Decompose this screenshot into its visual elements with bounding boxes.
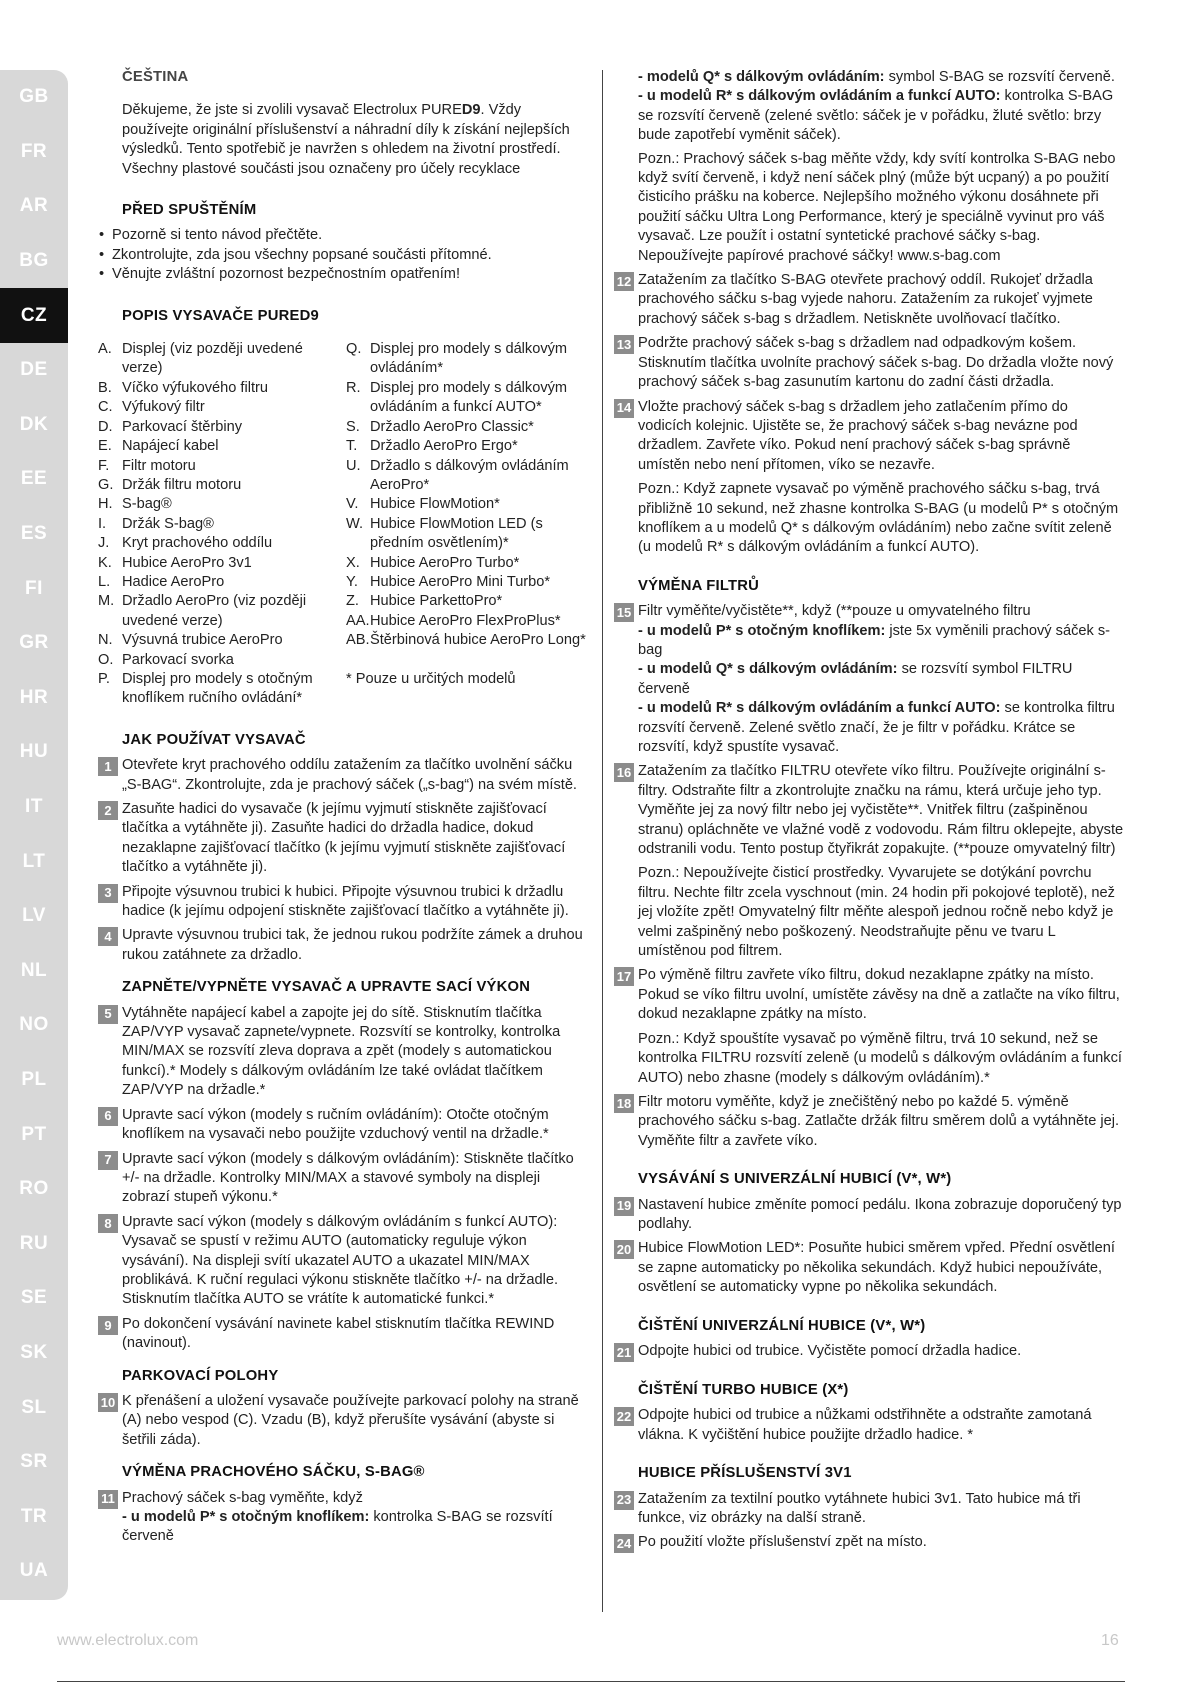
part-item: B. Víčko výfukového filtru — [98, 379, 269, 396]
language-tab-pl[interactable]: PL — [21, 1068, 47, 1090]
before-heading: PŘED SPUŠTĚNÍM — [122, 202, 257, 219]
step-number: 12 — [614, 272, 634, 291]
step-3: 3 Připojte výsuvnou trubici k hubici. Připojte výsuvnou trubici k držadlu hadice (k jejímu odpojení stiskněte zajišťovací tlačítko a vytáhněte ji). — [98, 883, 590, 922]
parts-left-column — [98, 340, 346, 709]
language-tab-sl[interactable]: SL — [21, 1396, 47, 1418]
part-item: D. Parkovací štěrbiny — [98, 418, 243, 435]
right-column: - modelů Q* s dálkovým ovládáním: symbol S-BAG se rozsvítí červeně. - u modelů R* s dálkovým ovládáním a funkcí AUTO: kontrolka S-BAG se rozsvítí červeně (zelené světlo: sáček je v pořádku, žluté světlo: brzy bude zapotřebí vyměnit sáček). Pozn.: Prachový sáček s-bag měňte vždy, kdy svítí kontrolka S-BAG nebo když svítí červeně, i když není sáček plný (může být ucpaný) a po použití čisticího prášku na koberce. Nejlepšího možného výkonu dosáhnete při použití sáčku Ultra Long Performance, který je speciálně vyvinut pro váš vysavač. Lze použít i ostatní syntetické prachové sáčky s-bag. Nepoužívejte papírové prachové sáčky! www.s-bag.com 12 Zatažením za tlačítko S-BAG otevřete prachový oddíl. Rukojeť držadla prachového sáčku s-bag vyjede nahoru. Zatažením za rukojeť vyjmete prachový sáček s-bag s držadlem. Netiskněte uvolňovací tlačítko. 13 Podržte prachový sáček s-bag s držadlem nad odpadkovým košem. Stisknutím tlačítka uvolníte prachový sáček s-bag. Do držadla vložte nový prachový sáček s-bag zasunutím kartonu do zadní části držadla. 14 Vložte prachový sáček s-bag s držadlem jeho zatlačením přímo do vodicích kolejnic. Ujistěte se, že prachový sáček s-bag nevázne pod držadlem. Zavřete víko. Pokud není prachový sáček s-bag správně umístěn nebo není přítomen, víko se nezavře. Pozn.: Když zapnete vysavač po výměně prachového sáčku s-bag, trvá přibližně 10 sekund, než zhasne kontrolka S-BAG (u modelů P* s otočným knoflíkem a u modelů Q* s dálkovým ovládáním) nebo začne svítit zeleně (u modelů R* s dálkovým ovládáním a funkcí AUTO). VÝMĚNA FILTRŮ 15 Filtr vyměňte/vyčistěte**, když (**pouze u omyvatelného filtru - u modelů P* s otočným knoflíkem: jste 5x vyměnili prachový sáček s-bag - u modelů Q* s dálkovým ovládáním: se rozsvítí symbol FILTRU červeně - u modelů R* s dálkovým ovládáním a funkcí AUTO: se kontrolka filtru rozsvítí červeně. Zelené světlo značí, že je filtr v pořádku. Krátce se rozsvítí, když spustíte vysavač. 16 Zatažením za tlačítko FILTRU otevřete víko filtru. Používejte originální s-filtry. Odstraňte filtr a zkontrolujte značku na rámu, která určuje jeho typ. Vyměňte jej za nový filtr nebo jej vyčistěte**. Vnitřek filtru (zašpiněnou stranu) opláchněte ve vlažné vodě z vodovodu. Rám filtru oklepejte, abyste odstranili vodu. Tento postup čtyřikrát zopakujte. (**pouze omyvatelný filtr) Pozn.: Nepoužívejte čisticí prostředky. Vyvarujete se dotýkání povrchu filtru. Nechte filtr zcela vyschnout (min. 24 hodin při pokojové teplotě), než jej vložíte zpět! Omyvatelný filtr měňte alespoň jednou ročně nebo když je velmi zašpiněný nebo poškozený. Neodstraňujte pěnu ve tvaru L umístěnou pod filtrem. 17 Po výměně filtru zavřete víko filtru, dokud nezaklapne zpátky na místo. Pokud se víko filtru uvolní, umístěte závěsy na dně a zatlačte na víko filtru, dokud nezaklapne zpátky na místo. Pozn.: Když spouštíte vysavač po výměně filtru, trvá 10 sekund, než se kontrolka FILTRU rozsvítí zeleně (u modelů s dálkovým ovládáním a funkcí AUTO) nebo zhasne (modely s dálkovým ovládáním).* 18 Filtr motoru vyměňte, když je znečištěný nebo po každé 5. výměně prachového sáčku s-bag. Zatlačte držák filtru směrem dolů a vytáhněte jej. Vyměňte filtr a zavřete víko. VYSÁVÁNÍ S UNIVERZÁLNÍ HUBICÍ (V*, W*) 19 Nastavení hubice změníte pomocí pedálu. Ikona zobrazuje doporučený typ podlahy. 20 Hubice FlowMotion LED*: Posuňte hubici směrem vpřed. Přední osvětlení se zapne automaticky po několika sekundách. Když hubici nepoužíváte, osvětlení se automaticky vypne po několika sekundách. ČIŠTĚNÍ UNIVERZÁLNÍ HUBICE (V*, W*) 21 Odpojte hubici od trubice. Vyčistěte pomocí držadla hadice. ČIŠTĚNÍ TURBO HUBICE (X*) 22 Odpojte hubici od trubice a nůžkami odstřihněte a odstraňte zamotaná vlákna. K vyčištění hubice použijte držadlo hadice. * HUBICE PŘÍSLUŠENSTVÍ 3V1 23 Zatažením za textilní poutko vytáhnete hubici 3v1. Tato hubice má tři funkce, viz obrázky na další straně. 24 Po použití vložte příslušenství zpět na místo. — [614, 68, 1124, 1558]
part-item: Y. Hubice AeroPro Mini Turbo* — [346, 573, 551, 590]
step-number: 13 — [614, 335, 634, 354]
language-tab-it[interactable]: IT — [25, 796, 43, 818]
step-number: 20 — [614, 1240, 634, 1259]
cleaning-heading: ČIŠTĚNÍ UNIVERZÁLNÍ HUBICE (V*, W*) — [638, 1317, 926, 1334]
part-item: L. Hadice AeroPro — [98, 573, 225, 590]
part-item: X. Hubice AeroPro Turbo* — [346, 554, 520, 571]
language-tab-ro[interactable]: RO — [19, 1178, 49, 1200]
universal-heading: VYSÁVÁNÍ S UNIVERZÁLNÍ HUBICÍ (V*, W*) — [638, 1171, 952, 1188]
language-tab-sr[interactable]: SR — [20, 1451, 48, 1473]
step-12: 12 Zatažením za tlačítko S-BAG otevřete prachový oddíl. Rukojeť držadla prachového sáčku s-bag vyjede nahoru. Zatažením za rukojeť vyjmete prachový sáček s-bag s držadlem. Netiskněte uvolňovací tlačítko. — [614, 271, 1124, 329]
page-number: 16 — [1101, 1632, 1119, 1649]
step-number: 11 — [98, 1490, 118, 1509]
language-tab-fr[interactable]: FR — [20, 140, 48, 162]
part-item: S. Držadlo AeroPro Classic* — [346, 418, 534, 435]
part-item: U. Držadlo s dálkovým ovládáním AeroPro* — [346, 457, 569, 493]
language-tab-se[interactable]: SE — [20, 1287, 48, 1309]
step-16: 16 Zatažením za tlačítko FILTRU otevřete víko filtru. Používejte originální s-filtry. Odstraňte filtr a zkontrolujte značku na rámu, která určuje jeho typ. Vyměňte jej za nový filtr nebo jej vyčistěte**. Vnitřek filtru (zašpiněnou stranu) opláchněte ve vlažné vodě z vodovodu. Rám filtru oklepejte, abyste odstranili vodu. Tento postup čtyřikrát zopakujte. (**pouze omyvatelný filtr) — [614, 762, 1124, 859]
step-number: 14 — [614, 399, 634, 418]
step-22: 22 Odpojte hubici od trubice a nůžkami odstřihněte a odstraňte zamotaná vlákna. K vyčištění hubice použijte držadlo hadice. * — [614, 1406, 1124, 1445]
parking-steps — [98, 1392, 590, 1450]
list-item: • Pozorně si tento návod přečtěte. — [112, 226, 590, 245]
step-8: 8 Upravte sací výkon (modely s dálkovým ovládáním s funkcí AUTO): Vysavač se spustí v režimu AUTO (automaticky reguluje výkon vysávání). Na displeji svítí ukazatel AUTO a ukazatel MIN/MAX problikává. K ruční regulaci výkonu stiskněte tlačítko +/- na držadle. Stisknutím tlačítka AUTO se vrátíte k automatické funkci.* — [98, 1213, 590, 1310]
part-item: I. Držák S-bag® — [98, 515, 214, 532]
part-item: AB. Štěrbinová hubice AeroPro Long* — [346, 632, 586, 649]
universal-steps — [614, 1196, 1124, 1298]
language-tab-nl[interactable]: NL — [20, 959, 48, 981]
language-tab-cz[interactable]: CZ — [0, 288, 68, 343]
parking-heading: PARKOVACÍ POLOHY — [122, 1367, 279, 1384]
language-tab-fi[interactable]: FI — [25, 577, 43, 599]
footer-url: www.electrolux.com — [57, 1632, 199, 1649]
part-item: V. Hubice FlowMotion* — [346, 496, 500, 513]
step-5: 5 Vytáhněte napájecí kabel a zapojte jej do sítě. Stisknutím tlačítka ZAP/VYP vysavač zapnete/vypnete. Rozsvítí se kontrolky, kontrolka MIN/MAX se rozsvítí zleva doprava a zpět (modely s automatickou funkcí).* Modely s dálkovým ovládáním lze také ovládat tlačítkem ZAP/VYP na držadle.* — [98, 1004, 590, 1101]
use-heading: JAK POUŽÍVAT VYSAVAČ — [122, 731, 306, 748]
step-21: 21 Odpojte hubici od trubice. Vyčistěte pomocí držadla hadice. — [614, 1342, 1124, 1362]
language-tab-ru[interactable]: RU — [19, 1232, 49, 1254]
step-13: 13 Podržte prachový sáček s-bag s držadlem nad odpadkovým košem. Stisknutím tlačítka uvolníte prachový sáček s-bag. Do držadla vložte nový prachový sáček s-bag zasunutím kartonu do zadní části držadla. — [614, 334, 1124, 392]
step-20: 20 Hubice FlowMotion LED*: Posuňte hubici směrem vpřed. Přední osvětlení se zapne automaticky po několika sekundách. Když hubici nepoužíváte, osvětlení se automaticky vypne po několika sekundách. — [614, 1239, 1124, 1297]
bag-steps — [614, 271, 1124, 475]
step-number: 23 — [614, 1491, 634, 1510]
part-item: F. Filtr motoru — [98, 457, 196, 474]
step-number: 9 — [98, 1316, 118, 1335]
parts-right-column — [346, 340, 590, 709]
language-tab-pt[interactable]: PT — [21, 1123, 47, 1145]
step-number: 3 — [98, 884, 118, 903]
parts-note: * Pouze u určitých modelů — [346, 670, 516, 687]
step-14: 14 Vložte prachový sáček s-bag s držadlem jeho zatlačením přímo do vodicích kolejnic. Ujistěte se, že prachový sáček s-bag nevázne pod držadlem. Zavřete víko. Pokud není prachový sáček s-bag správně umístěn nebo není přítomen, víko se nezavře. — [614, 398, 1124, 476]
before-list — [98, 226, 590, 284]
step-2: 2 Zasuňte hadici do vysavače (k jejímu vyjmutí stiskněte zajišťovací tlačítka a vytáhněte ji). Zasuňte hadici do držadla hadice, dokud nezaklapne zajišťovací tlačítko (k jejímu vyjmutí stiskněte zajišťovací tlačítko a vytáhněte ji). — [98, 800, 590, 878]
accessory-heading: HUBICE PŘÍSLUŠENSTVÍ 3V1 — [638, 1465, 852, 1482]
power-steps — [98, 1004, 590, 1354]
footer-rule — [57, 1681, 1125, 1682]
part-item: R. Displej pro modely s dálkovým ovládáním a funkcí AUTO* — [346, 379, 568, 416]
language-tab-sk[interactable]: SK — [20, 1341, 48, 1363]
step-number: 6 — [98, 1107, 118, 1126]
language-sidebar — [0, 70, 68, 1600]
intro-paragraph: Děkujeme, že jste si zvolili vysavač Electrolux PURED9. Vždy používejte originální příslušenství a náhradní díly k získání nejlepších výsledků. Tento spotřebič je navržen s ohledem na životní prostředí. Všechny plastové součásti jsou označeny pro účely recyklace — [122, 102, 570, 177]
step-number: 7 — [98, 1151, 118, 1170]
language-title: ČEŠTINA — [122, 69, 189, 85]
part-item: Z. Hubice ParkettoPro* — [346, 593, 503, 610]
step-7: 7 Upravte sací výkon (modely s dálkovým ovládáním): Stiskněte tlačítko +/- na držadle. Kontrolky MIN/MAX a stavové symboly na displeji zobrazí stupeň výkonu.* — [98, 1150, 590, 1208]
language-tab-ar[interactable]: AR — [19, 195, 49, 217]
part-item: H. S-bag® — [98, 496, 172, 513]
step-number: 24 — [614, 1534, 634, 1553]
part-item: P. Displej pro modely s otočným knoflíkem ručního ovládání* — [98, 670, 313, 707]
turbo-steps — [614, 1406, 1124, 1445]
language-tab-hu[interactable]: HU — [19, 741, 49, 763]
step-number: 8 — [98, 1214, 118, 1233]
parts-list — [98, 340, 590, 709]
bag-heading: VÝMĚNA PRACHOVÉHO SÁČKU, S-BAG® — [122, 1464, 425, 1481]
part-item: A. Displej (viz později uvedené verze) — [98, 341, 303, 377]
filters-heading: VÝMĚNA FILTRŮ — [638, 577, 759, 594]
use-steps — [98, 756, 590, 965]
turbo-heading: ČIŠTĚNÍ TURBO HUBICE (X*) — [638, 1381, 849, 1398]
power-heading: ZAPNĚTE/VYPNĚTE VYSAVAČ A UPRAVTE SACÍ VÝKON — [122, 979, 531, 996]
language-tab-de[interactable]: DE — [20, 359, 48, 381]
column-divider — [602, 70, 603, 1612]
language-tab-hr[interactable]: HR — [19, 686, 49, 708]
list-item: • Zkontrolujte, zda jsou všechny popsané součásti přítomné. — [112, 246, 590, 265]
step-10: 10 K přenášení a uložení vysavače používejte parkovací polohy na straně (A) nebo vespod (C). Vzadu (B), když přerušíte vysávání (abyste si šetřili záda). — [98, 1392, 590, 1450]
language-tab-no[interactable]: NO — [19, 1014, 49, 1036]
part-item: W. Hubice FlowMotion LED (s předním osvětlením)* — [346, 515, 543, 552]
filter-note-1: Pozn.: Nepoužívejte čisticí prostředky. Vyvarujete se dotýkání povrchu filtru. Nechte filtr zcela vyschnout (min. 24 hodin při pokojové teplotě), než jej vložíte zpět! Omyvatelný filtr měňte alespoň jednou ročně nebo když je velmi zašpiněný nebo poškozený. Neodstraňujte pěnu ve tvaru L umístěnou pod filtrem. — [638, 865, 1115, 960]
bag-note-1: Pozn.: Prachový sáček s-bag měňte vždy, kdy svítí kontrolka S-BAG nebo když svítí červeně, i když není sáček plný (může být ucpaný) a po použití čisticího prášku na koberce. Nejlepšího možného výkonu dosáhnete při použití sáčku Ultra Long Performance, který je speciálně vyvinut pro váš vysavač. Lze použít i ostatní syntetické prachové sáčky s-bag. Nepoužívejte papírové prachové sáčky! www.s-bag.com — [638, 150, 1116, 264]
language-tab-bg[interactable]: BG — [19, 250, 49, 272]
description-heading: POPIS VYSAVAČE PURED9 — [122, 307, 319, 324]
step-4: 4 Upravte výsuvnou trubici tak, že jednou rukou podržíte zámek a druhou rukou zatáhnete za držadlo. — [98, 926, 590, 965]
step-number: 1 — [98, 757, 118, 776]
step-23: 23 Zatažením za textilní poutko vytáhnete hubici 3v1. Tato hubice má tři funkce, viz obrázky na další straně. — [614, 1490, 1124, 1529]
part-item: M. Držadlo AeroPro (viz později uvedené verze) — [98, 593, 307, 629]
step-9: 9 Po dokončení vysávání navinete kabel stisknutím tlačítka REWIND (navinout). — [98, 1315, 590, 1354]
part-item: N. Výsuvná trubice AeroPro — [98, 632, 283, 649]
step-24: 24 Po použití vložte příslušenství zpět na místo. — [614, 1533, 1124, 1553]
step-number: 2 — [98, 801, 118, 820]
step-11: 11 Prachový sáček s-bag vyměňte, když - u modelů P* s otočným knoflíkem: kontrolka S-BAG se rozsvítí červeně — [98, 1489, 590, 1547]
language-tab-gr[interactable]: GR — [19, 632, 49, 654]
step-number: 5 — [98, 1005, 118, 1024]
step-6: 6 Upravte sací výkon (modely s ručním ovládáním): Otočte otočným knoflíkem na vysavači nebo použijte vzduchový ventil na držadle.* — [98, 1106, 590, 1145]
step-number: 10 — [98, 1393, 118, 1412]
language-tab-lt[interactable]: LT — [22, 850, 46, 872]
step-number: 21 — [614, 1343, 634, 1362]
left-column — [98, 68, 590, 1552]
part-item: J. Kryt prachového oddílu — [98, 535, 273, 552]
language-tab-gb[interactable]: GB — [19, 86, 49, 108]
language-tab-ua[interactable]: UA — [19, 1560, 49, 1582]
step-number: 19 — [614, 1197, 634, 1216]
language-tab-tr[interactable]: TR — [20, 1505, 48, 1527]
step-1: 1 Otevřete kryt prachového oddílu zatažením za tlačítko uvolnění sáčku „S-BAG“. Zkontrolujte, zda je prachový sáček („s-bag“) na svém místě. — [98, 756, 590, 795]
step-number: 22 — [614, 1407, 634, 1426]
cleaning-steps — [614, 1342, 1124, 1362]
language-tab-lv[interactable]: LV — [22, 905, 46, 927]
part-item: O. Parkovací svorka — [98, 651, 234, 668]
part-item: AA. Hubice AeroPro FlexProPlus* — [346, 612, 561, 629]
part-item: E. Napájecí kabel — [98, 438, 219, 455]
step-19: 19 Nastavení hubice změníte pomocí pedálu. Ikona zobrazuje doporučený typ podlahy. — [614, 1196, 1124, 1235]
step-15: 15 Filtr vyměňte/vyčistěte**, když (**pouze u omyvatelného filtru - u modelů P* s otočným knoflíkem: jste 5x vyměnili prachový sáček s-bag - u modelů Q* s dálkovým ovládáním: se rozsvítí symbol FILTRU červeně - u modelů R* s dálkovým ovládáním a funkcí AUTO: se kontrolka filtru rozsvítí červeně. Zelené světlo značí, že je filtr v pořádku. Krátce se rozsvítí, když spustíte vysavač. — [614, 602, 1124, 757]
language-tab-dk[interactable]: DK — [19, 413, 49, 435]
language-tab-es[interactable]: ES — [20, 523, 48, 545]
part-item: C. Výfukový filtr — [98, 399, 205, 416]
language-tab-ee[interactable]: EE — [20, 468, 48, 490]
filter-note-2: Pozn.: Když spouštíte vysavač po výměně filtru, trvá 10 sekund, než se kontrolka FILTRU rozsvítí zeleně (u modelů s dálkovým ovládáním a funkcí AUTO) nebo zhasne (modely s dálkovým ovládáním).* — [638, 1030, 1122, 1086]
accessory-steps — [614, 1490, 1124, 1554]
step-number: 4 — [98, 927, 118, 946]
part-item: Q. Displej pro modely s dálkovým ovládáním* — [346, 341, 568, 377]
part-item: K. Hubice AeroPro 3v1 — [98, 554, 252, 571]
part-item: T. Držadlo AeroPro Ergo* — [346, 438, 518, 455]
part-item: G. Držák filtru motoru — [98, 476, 242, 493]
bag-note-2: Pozn.: Když zapnete vysavač po výměně prachového sáčku s-bag, trvá přibližně 10 sekund, než zhasne kontrolka S-BAG (u modelů P* s otočným knoflíkem a u modelů Q* s dálkovým ovládáním) nebo začne svítit zeleně (u modelů R* s dálkovým ovládáním a funkcí AUTO). — [638, 481, 1119, 556]
step-17: 17 Po výměně filtru zavřete víko filtru, dokud nezaklapne zpátky na místo. Pokud se víko filtru uvolní, umístěte závěsy na dně a zatlačte na víko filtru, dokud nezaklapne zpátky na místo. — [614, 966, 1124, 1024]
list-item: • Věnujte zvláštní pozornost bezpečnostním opatřením! — [112, 265, 590, 284]
step-18: 18 Filtr motoru vyměňte, když je znečištěný nebo po každé 5. výměně prachového sáčku s-bag. Zatlačte držák filtru směrem dolů a vytáhněte jej. Vyměňte filtr a zavřete víko. — [614, 1093, 1124, 1151]
